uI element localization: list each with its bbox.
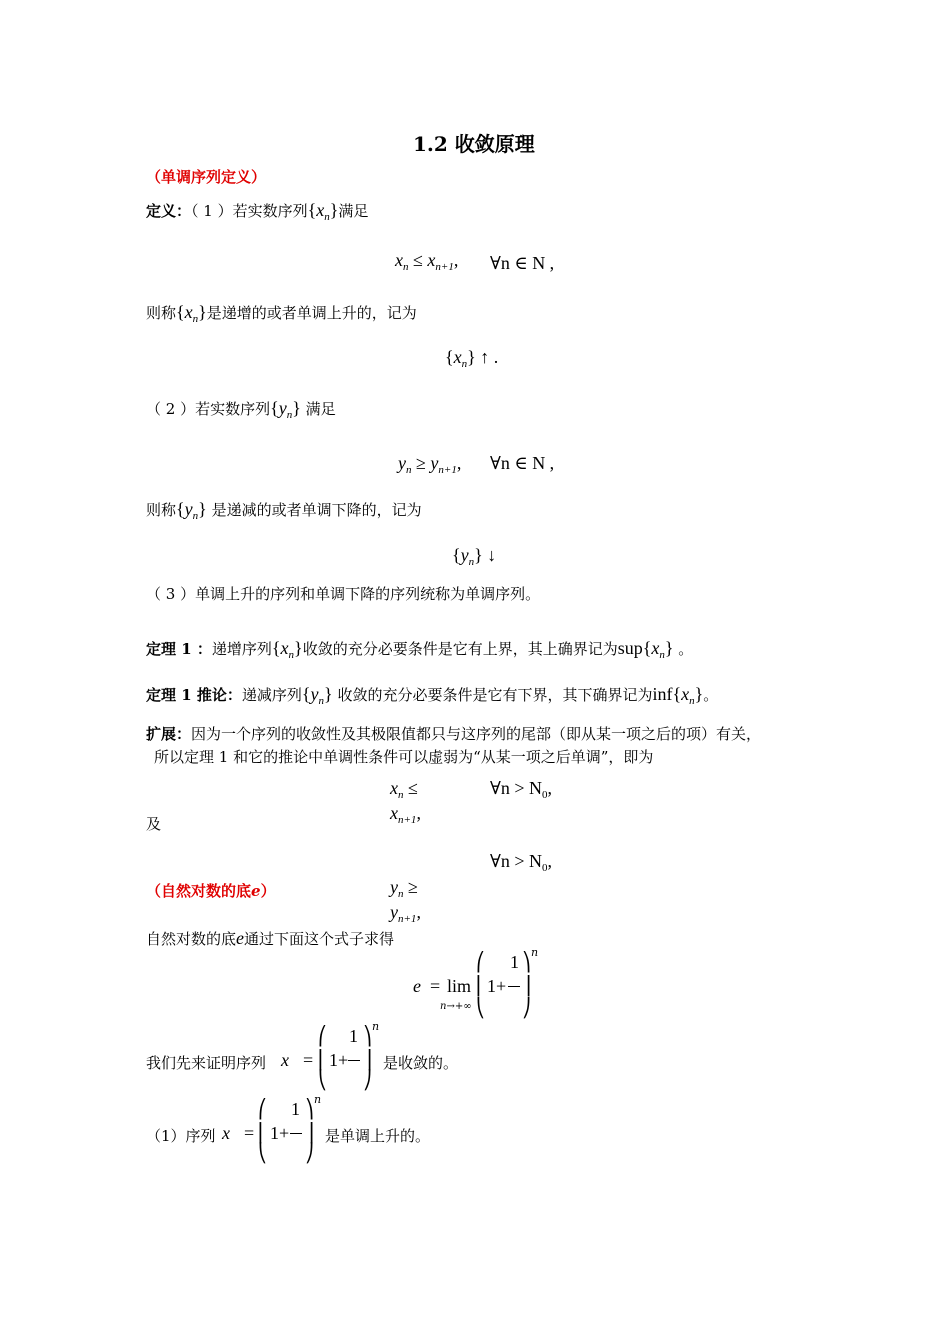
one-plus: 1+: [270, 1123, 290, 1143]
paren-right-top: ⎞: [363, 1026, 372, 1046]
one-plus: 1+: [329, 1050, 349, 1070]
formula-tail-increasing-a: $x_n$ ≤: [390, 778, 418, 801]
section-heading-e: （自然对数的底e）: [146, 882, 276, 900]
fraction-numerator: 1: [510, 952, 519, 972]
x-symbol: x: [222, 1123, 230, 1143]
paren-right-mid: ⎟: [522, 976, 531, 996]
e-symbol: e: [413, 976, 421, 996]
formula-forall-n-n0-2: ∀n > $N_0$,: [490, 851, 553, 874]
one-plus: 1+: [487, 976, 507, 996]
theorem-1-corollary: 定理 1 推论：递减序列$\{y_n\}$ 收敛的充分必要条件是它有下界，其下确界记为$inf\{x_n\}$。: [146, 684, 719, 707]
paren-right-mid: ⎟: [305, 1123, 314, 1143]
equals-sign: =: [244, 1123, 255, 1143]
paren-left-bottom: ⎝: [318, 1070, 327, 1090]
prove-intro: 我们先来证明序列: [146, 1054, 267, 1072]
paren-left-mid: ⎜: [318, 1050, 327, 1070]
definition-3: （ 3 ）单调上升的序列和单调下降的序列统称为单调序列。: [146, 585, 541, 603]
formula-tail-increasing-b: $x_{n+1}$,: [390, 803, 421, 826]
paren-right-top: ⎞: [305, 1099, 314, 1119]
equals-sign: =: [430, 976, 441, 996]
paren-left-bottom: ⎝: [258, 1143, 267, 1163]
fraction-numerator: 1: [349, 1026, 358, 1046]
fraction-bar: [290, 1133, 302, 1134]
lim-subscript: n→+∞: [440, 1001, 472, 1012]
lim-text: lim: [447, 976, 472, 996]
paren-right-bottom: ⎠: [305, 1143, 314, 1163]
paren-left-top: ⎛: [476, 952, 485, 972]
equals-sign: =: [303, 1050, 314, 1070]
fraction-bar: [348, 1060, 360, 1061]
step1-intro: （1）序列: [146, 1127, 216, 1145]
extension-line-1: 扩展：因为一个序列的收敛性及其极限值都只与这序列的尾部（即从某一项之后的项）有关，: [146, 725, 762, 743]
paren-left-top: ⎛: [258, 1099, 267, 1119]
exponent-n: n: [314, 1093, 322, 1106]
theorem-1: 定理 1 ：递增序列$\{x_n\}$收敛的充分必要条件是它有上界，其上确界记为$sup\{x_n\}$ 。: [146, 638, 694, 661]
formula-yn-down: $\{y_n\}$ ↓: [452, 545, 497, 568]
formula-tail-decreasing-b: $y_{n+1}$,: [390, 902, 421, 925]
paren-left-bottom: ⎝: [476, 998, 485, 1018]
exponent-n: n: [531, 946, 539, 959]
x-symbol: x: [281, 1050, 289, 1070]
page-title: 1.2 收敛原理: [413, 132, 535, 156]
definition-1: 定义：（ 1 ）若实数序列$\{x_n\}$满足: [146, 200, 369, 223]
formula-forall-n-2: ∀n ∈ N ,: [490, 453, 555, 473]
formula-forall-n-n0-1: ∀n > $N_0$,: [490, 778, 553, 801]
paren-right-bottom: ⎠: [522, 998, 531, 1018]
formula-increasing: $x_n \le x_{n+1}$,: [395, 250, 459, 273]
paren-left-mid: ⎜: [476, 976, 485, 996]
extension-line-2: 所以定理 1 和它的推论中单调性条件可以虚弱为“从某一项之后单调”，即为: [154, 748, 654, 766]
formula-xn-up: $\{x_n\}$ ↑ .: [445, 347, 499, 370]
formula-decreasing: $y_n \ge y_{n+1}$,: [398, 453, 462, 476]
formula-forall-n-1: ∀n ∈ N ,: [490, 253, 555, 273]
fraction-bar: [508, 986, 520, 987]
def-label: 定义：: [146, 202, 192, 220]
paren-left-mid: ⎜: [258, 1123, 267, 1143]
paren-right-mid: ⎟: [363, 1050, 372, 1070]
def2-conclusion: 则称$\{y_n\}$ 是递减的或者单调下降的，记为: [146, 499, 422, 522]
fraction-numerator: 1: [291, 1099, 300, 1119]
section-heading-monotone: （单调序列定义）: [146, 168, 267, 186]
exponent-n: n: [372, 1020, 380, 1033]
paren-right-bottom: ⎠: [363, 1070, 372, 1090]
paren-left-top: ⎛: [318, 1026, 327, 1046]
definition-2: （ 2 ）若实数序列$\{y_n\}$ 满足: [146, 398, 336, 421]
def1-conclusion: 则称$\{x_n\}$是递增的或者单调上升的，记为: [146, 302, 417, 325]
prove-tail: 是收敛的。: [383, 1054, 459, 1072]
step1-tail: 是单调上升的。: [325, 1127, 431, 1145]
paren-right-top: ⎞: [522, 952, 531, 972]
and-text: 及: [146, 815, 162, 833]
formula-tail-decreasing-a: $y_n$ ≥: [390, 877, 418, 900]
e-intro: 自然对数的底e通过下面这个式子求得: [146, 928, 395, 948]
